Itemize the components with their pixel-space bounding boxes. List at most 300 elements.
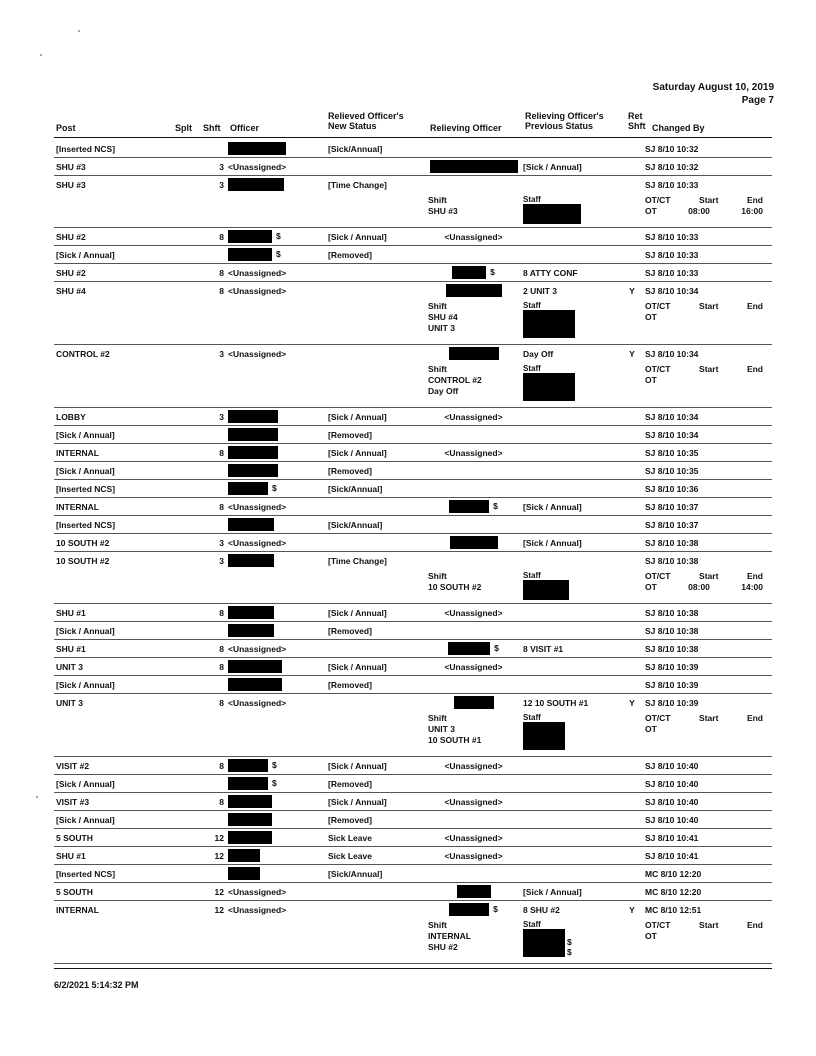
relieving-redacted bbox=[450, 537, 498, 547]
end-label: End bbox=[746, 571, 763, 581]
relieved-status-cell: [Sick/Annual] bbox=[328, 143, 383, 154]
redaction-block bbox=[228, 446, 278, 459]
start-label: Start bbox=[699, 195, 719, 205]
officer-redacted bbox=[228, 778, 277, 788]
end-label: End bbox=[746, 713, 763, 723]
officer-unassigned: <Unassigned> bbox=[228, 537, 287, 548]
shift-detail: INTERNAL bbox=[428, 931, 471, 941]
end-time: 16:00 bbox=[741, 206, 763, 216]
redaction-block bbox=[449, 347, 499, 360]
redaction-block bbox=[228, 795, 272, 808]
relieving-unassigned: <Unassigned> bbox=[444, 607, 503, 618]
ret-shift-cell: Y bbox=[629, 697, 635, 708]
end-time: 14:00 bbox=[741, 582, 763, 592]
redaction-block bbox=[228, 142, 286, 155]
relieved-status-cell: [Sick/Annual] bbox=[328, 868, 383, 879]
officer-redacted bbox=[228, 179, 284, 189]
ot-value: OT bbox=[645, 312, 657, 322]
officer-unassigned: <Unassigned> bbox=[228, 643, 287, 654]
relieved-status-cell: Sick Leave bbox=[328, 850, 372, 861]
post-cell: 10 SOUTH #2 bbox=[56, 537, 110, 548]
changed-by-cell: SJ 8/10 10:33 bbox=[645, 179, 699, 190]
relieving-redacted bbox=[449, 348, 499, 358]
redaction-block bbox=[228, 660, 282, 673]
shift-cell: 12 bbox=[214, 886, 224, 897]
redaction-block bbox=[228, 248, 272, 261]
table-row bbox=[54, 345, 772, 363]
scan-speck bbox=[36, 796, 38, 798]
redaction-block bbox=[228, 606, 274, 619]
changed-by-cell: SJ 8/10 10:40 bbox=[645, 778, 699, 789]
table-row bbox=[54, 793, 772, 811]
post-cell: [Sick / Annual] bbox=[56, 249, 115, 260]
shift-cell: 8 bbox=[219, 796, 224, 807]
relieving-redacted bbox=[449, 904, 498, 914]
changed-by-cell: SJ 8/10 10:37 bbox=[645, 501, 699, 512]
relieved-status-cell: [Sick/Annual] bbox=[328, 483, 383, 494]
shift-cell: 3 bbox=[219, 411, 224, 422]
start-label: Start bbox=[699, 920, 719, 930]
shift-label: Shift bbox=[428, 571, 447, 581]
relieved-status-cell: [Removed] bbox=[328, 249, 372, 260]
shift-cell: 3 bbox=[219, 161, 224, 172]
col-splt: Splt bbox=[175, 123, 192, 133]
end-label: End bbox=[746, 301, 763, 311]
shift-cell: 3 bbox=[219, 555, 224, 566]
page-number: Page 7 bbox=[741, 95, 774, 106]
shift-change-table bbox=[54, 140, 772, 964]
table-row bbox=[54, 622, 772, 640]
redaction-block bbox=[228, 428, 278, 441]
shift-detail: Day Off bbox=[428, 386, 459, 396]
relieving-unassigned: <Unassigned> bbox=[444, 447, 503, 458]
relieved-status-cell: [Sick / Annual] bbox=[328, 231, 387, 242]
shift-detail: 10 SOUTH #2 bbox=[428, 582, 482, 592]
shift-cell: 3 bbox=[219, 348, 224, 359]
table-row bbox=[54, 282, 772, 300]
redaction-block bbox=[228, 464, 278, 477]
post-cell: INTERNAL bbox=[56, 447, 99, 458]
redaction-block bbox=[454, 696, 494, 709]
post-cell: UNIT 3 bbox=[56, 661, 83, 672]
table-row bbox=[54, 811, 772, 829]
end-label: End bbox=[746, 920, 763, 930]
shift-detail: SHU #2 bbox=[428, 942, 458, 952]
ret-shift-cell: Y bbox=[629, 348, 635, 359]
post-cell: INTERNAL bbox=[56, 501, 99, 512]
officer-redacted bbox=[228, 429, 278, 439]
changed-by-cell: SJ 8/10 10:39 bbox=[645, 661, 699, 672]
post-cell: 10 SOUTH #2 bbox=[56, 555, 110, 566]
col-relieving-prev-status: Relieving Officer's Previous Status bbox=[525, 111, 604, 131]
redaction-block bbox=[228, 482, 268, 495]
post-cell: LOBBY bbox=[56, 411, 86, 422]
shift-cell: 8 bbox=[219, 285, 224, 296]
post-cell: SHU #4 bbox=[56, 285, 86, 296]
post-cell: [Sick / Annual] bbox=[56, 778, 115, 789]
shift-cell: 8 bbox=[219, 267, 224, 278]
shift-label: Shift bbox=[428, 301, 447, 311]
relieved-status-cell: [Sick / Annual] bbox=[328, 607, 387, 618]
shift-detail: UNIT 3 bbox=[428, 724, 455, 734]
relieving-redacted bbox=[449, 501, 498, 511]
redaction-block bbox=[448, 642, 490, 655]
col-officer: Officer bbox=[230, 123, 260, 133]
shift-detail: CONTROL #2 bbox=[428, 375, 482, 385]
shift-cell: 8 bbox=[219, 607, 224, 618]
changed-by-cell: SJ 8/10 10:38 bbox=[645, 643, 699, 654]
relieved-status-cell: [Sick / Annual] bbox=[328, 760, 387, 771]
ret-shift-cell: Y bbox=[629, 285, 635, 296]
officer-redacted bbox=[228, 850, 260, 860]
post-cell: SHU #2 bbox=[56, 267, 86, 278]
relieved-status-cell: Sick Leave bbox=[328, 832, 372, 843]
relieved-status-cell: [Sick / Annual] bbox=[328, 411, 387, 422]
prev-status-cell: [Sick / Annual] bbox=[523, 886, 582, 897]
dollar-flag: $ bbox=[272, 777, 277, 788]
officer-redacted bbox=[228, 143, 286, 153]
prev-status-cell: [Sick / Annual] bbox=[523, 501, 582, 512]
relieved-status-cell: [Removed] bbox=[328, 465, 372, 476]
table-row bbox=[54, 176, 772, 194]
redaction-block bbox=[228, 178, 284, 191]
redaction-block bbox=[523, 929, 565, 957]
table-row bbox=[54, 676, 772, 694]
changed-by-cell: SJ 8/10 10:34 bbox=[645, 348, 699, 359]
detail-row bbox=[54, 569, 772, 604]
relieved-status-cell: [Sick / Annual] bbox=[328, 661, 387, 672]
relieved-status-cell: [Removed] bbox=[328, 625, 372, 636]
detail-row bbox=[54, 711, 772, 757]
officer-redacted bbox=[228, 796, 272, 806]
officer-redacted bbox=[228, 465, 278, 475]
prev-status-cell: 8 SHU #2 bbox=[523, 904, 560, 915]
col-relieved-status: Relieved Officer's New Status bbox=[328, 111, 404, 131]
table-row bbox=[54, 757, 772, 775]
table-row bbox=[54, 264, 772, 282]
post-cell: VISIT #2 bbox=[56, 760, 90, 771]
table-row bbox=[54, 158, 772, 176]
prev-status-cell: 8 ATTY CONF bbox=[523, 267, 578, 278]
post-cell: 5 SOUTH bbox=[56, 832, 93, 843]
changed-by-cell: SJ 8/10 10:39 bbox=[645, 697, 699, 708]
redaction-block bbox=[452, 266, 486, 279]
ot-value: OT bbox=[645, 931, 657, 941]
shift-label: Shift bbox=[428, 364, 447, 374]
redaction-block bbox=[228, 849, 260, 862]
relieved-status-cell: [Removed] bbox=[328, 679, 372, 690]
prev-status-cell: 8 VISIT #1 bbox=[523, 643, 564, 654]
officer-redacted bbox=[228, 447, 278, 457]
officer-unassigned: <Unassigned> bbox=[228, 904, 287, 915]
relieved-status-cell: [Removed] bbox=[328, 429, 372, 440]
relieving-unassigned: <Unassigned> bbox=[444, 850, 503, 861]
start-label: Start bbox=[699, 364, 719, 374]
otct-label: OT/CT bbox=[645, 571, 671, 581]
otct-label: OT/CT bbox=[645, 713, 671, 723]
table-row bbox=[54, 901, 772, 919]
changed-by-cell: SJ 8/10 10:39 bbox=[645, 679, 699, 690]
report-date: Saturday August 10, 2019 bbox=[652, 82, 774, 93]
table-row bbox=[54, 480, 772, 498]
start-label: Start bbox=[699, 713, 719, 723]
staff-flags bbox=[567, 937, 572, 957]
post-cell: UNIT 3 bbox=[56, 697, 83, 708]
dollar-flag: $ bbox=[272, 759, 277, 770]
table-row bbox=[54, 694, 772, 712]
changed-by-cell: SJ 8/10 10:40 bbox=[645, 814, 699, 825]
shift-detail: SHU #4 bbox=[428, 312, 458, 322]
redaction-block bbox=[446, 284, 502, 297]
officer-redacted bbox=[228, 249, 281, 259]
changed-by-cell: SJ 8/10 10:33 bbox=[645, 231, 699, 242]
ret-shift-cell: Y bbox=[629, 904, 635, 915]
post-cell: CONTROL #2 bbox=[56, 348, 110, 359]
staff-label: Staff bbox=[523, 364, 541, 373]
dollar-flag: $ bbox=[493, 903, 498, 914]
table-row bbox=[54, 408, 772, 426]
officer-redacted bbox=[228, 231, 281, 241]
start-time: 08:00 bbox=[688, 206, 710, 216]
changed-by-cell: SJ 8/10 10:34 bbox=[645, 285, 699, 296]
redaction-block bbox=[449, 903, 489, 916]
changed-by-cell: MC 8/10 12:51 bbox=[645, 904, 702, 915]
otct-label: OT/CT bbox=[645, 301, 671, 311]
changed-by-cell: MC 8/10 12:20 bbox=[645, 886, 702, 897]
staff-label: Staff bbox=[523, 571, 541, 580]
changed-by-cell: SJ 8/10 10:35 bbox=[645, 447, 699, 458]
ot-value: OT bbox=[645, 206, 657, 216]
relieved-status-cell: [Time Change] bbox=[328, 555, 387, 566]
prev-status-cell: [Sick / Annual] bbox=[523, 537, 582, 548]
redaction-block bbox=[228, 554, 274, 567]
post-cell: SHU #1 bbox=[56, 643, 86, 654]
dollar-flag: $ bbox=[276, 230, 281, 241]
col-shft: Shft bbox=[203, 123, 221, 133]
post-cell: [Inserted NCS] bbox=[56, 868, 116, 879]
redaction-block bbox=[228, 518, 274, 531]
shift-detail: UNIT 3 bbox=[428, 323, 455, 333]
overtime-block bbox=[645, 571, 770, 593]
post-cell: SHU #1 bbox=[56, 850, 86, 861]
relieving-unassigned: <Unassigned> bbox=[444, 832, 503, 843]
table-row bbox=[54, 228, 772, 246]
staff-block bbox=[523, 364, 619, 401]
shift-cell: 8 bbox=[219, 231, 224, 242]
post-cell: SHU #3 bbox=[56, 161, 86, 172]
shift-cell: 12 bbox=[214, 832, 224, 843]
table-row bbox=[54, 246, 772, 264]
officer-redacted bbox=[228, 814, 272, 824]
otct-label: OT/CT bbox=[645, 195, 671, 205]
redaction-block bbox=[228, 624, 274, 637]
table-row bbox=[54, 462, 772, 480]
redaction-block bbox=[449, 500, 489, 513]
shift-cell: 8 bbox=[219, 501, 224, 512]
table-row bbox=[54, 847, 772, 865]
shift-cell: 8 bbox=[219, 760, 224, 771]
officer-unassigned: <Unassigned> bbox=[228, 886, 287, 897]
post-cell: [Sick / Annual] bbox=[56, 429, 115, 440]
staff-label: Staff bbox=[523, 301, 541, 310]
shift-label: Shift bbox=[428, 713, 447, 723]
shift-label: Shift bbox=[428, 195, 447, 205]
table-row bbox=[54, 552, 772, 570]
start-label: Start bbox=[699, 301, 719, 311]
officer-unassigned: <Unassigned> bbox=[228, 348, 287, 359]
changed-by-cell: SJ 8/10 10:38 bbox=[645, 625, 699, 636]
relieving-redacted bbox=[430, 161, 518, 171]
table-row bbox=[54, 640, 772, 658]
table-row bbox=[54, 775, 772, 793]
relieved-status-cell: [Time Change] bbox=[328, 179, 387, 190]
table-row bbox=[54, 604, 772, 622]
table-row bbox=[54, 498, 772, 516]
table-row bbox=[54, 516, 772, 534]
relieving-redacted bbox=[454, 697, 494, 707]
detail-row bbox=[54, 918, 772, 964]
officer-redacted bbox=[228, 483, 277, 493]
changed-by-cell: SJ 8/10 10:41 bbox=[645, 850, 699, 861]
overtime-block bbox=[645, 364, 770, 386]
detail-row bbox=[54, 193, 772, 228]
post-cell: SHU #1 bbox=[56, 607, 86, 618]
staff-label: Staff bbox=[523, 195, 541, 204]
table-row bbox=[54, 658, 772, 676]
overtime-block bbox=[645, 920, 770, 942]
shift-detail: SHU #3 bbox=[428, 206, 458, 216]
scan-speck bbox=[78, 30, 80, 32]
dollar-flag: $ bbox=[567, 947, 572, 957]
shift-cell: 3 bbox=[219, 179, 224, 190]
table-row bbox=[54, 426, 772, 444]
relieved-status-cell: [Removed] bbox=[328, 778, 372, 789]
shift-label: Shift bbox=[428, 920, 447, 930]
relieving-unassigned: <Unassigned> bbox=[444, 796, 503, 807]
col-ret-shft: Ret Shft bbox=[628, 111, 646, 131]
table-row bbox=[54, 829, 772, 847]
redaction-block bbox=[523, 722, 565, 750]
detail-row bbox=[54, 362, 772, 408]
redaction-block bbox=[228, 230, 272, 243]
prev-status-cell: Day Off bbox=[523, 348, 554, 359]
changed-by-cell: SJ 8/10 10:40 bbox=[645, 796, 699, 807]
officer-unassigned: <Unassigned> bbox=[228, 697, 287, 708]
officer-redacted bbox=[228, 519, 274, 529]
relieving-unassigned: <Unassigned> bbox=[444, 661, 503, 672]
officer-redacted bbox=[228, 411, 278, 421]
ot-value: OT bbox=[645, 582, 657, 592]
officer-unassigned: <Unassigned> bbox=[228, 267, 287, 278]
footer-rule bbox=[54, 968, 772, 969]
relieving-unassigned: <Unassigned> bbox=[444, 760, 503, 771]
redaction-block bbox=[450, 536, 498, 549]
relieved-status-cell: [Sick/Annual] bbox=[328, 519, 383, 530]
detail-row bbox=[54, 299, 772, 345]
print-timestamp: 6/2/2021 5:14:32 PM bbox=[54, 980, 139, 990]
prev-status-cell: 2 UNIT 3 bbox=[523, 285, 558, 296]
shift-cell: 8 bbox=[219, 697, 224, 708]
dollar-flag: $ bbox=[493, 500, 498, 511]
relieving-unassigned: <Unassigned> bbox=[444, 411, 503, 422]
prev-status-cell: [Sick / Annual] bbox=[523, 161, 582, 172]
post-cell: [Inserted NCS] bbox=[56, 143, 116, 154]
table-row bbox=[54, 534, 772, 552]
post-cell: [Sick / Annual] bbox=[56, 814, 115, 825]
post-cell: [Inserted NCS] bbox=[56, 519, 116, 530]
redaction-block bbox=[228, 831, 272, 844]
table-row bbox=[54, 883, 772, 901]
officer-redacted bbox=[228, 555, 274, 565]
staff-block bbox=[523, 713, 619, 750]
redaction-block bbox=[523, 580, 569, 600]
col-relieving-officer: Relieving Officer bbox=[430, 123, 502, 133]
end-label: End bbox=[746, 195, 763, 205]
changed-by-cell: SJ 8/10 10:33 bbox=[645, 249, 699, 260]
start-label: Start bbox=[699, 571, 719, 581]
changed-by-cell: SJ 8/10 10:34 bbox=[645, 411, 699, 422]
relieving-redacted bbox=[452, 267, 495, 277]
overtime-block bbox=[645, 301, 770, 323]
officer-redacted bbox=[228, 760, 277, 770]
officer-redacted bbox=[228, 679, 282, 689]
changed-by-cell: SJ 8/10 10:37 bbox=[645, 519, 699, 530]
redaction-block bbox=[228, 410, 278, 423]
post-cell: SHU #3 bbox=[56, 179, 86, 190]
post-cell: SHU #2 bbox=[56, 231, 86, 242]
post-cell: [Sick / Annual] bbox=[56, 625, 115, 636]
changed-by-cell: SJ 8/10 10:41 bbox=[645, 832, 699, 843]
relieving-redacted bbox=[448, 643, 499, 653]
staff-block bbox=[523, 195, 619, 224]
otct-label: OT/CT bbox=[645, 364, 671, 374]
dollar-flag: $ bbox=[272, 482, 277, 493]
officer-unassigned: <Unassigned> bbox=[228, 161, 287, 172]
col-post: Post bbox=[56, 123, 76, 133]
shift-cell: 12 bbox=[214, 904, 224, 915]
start-time: 08:00 bbox=[688, 582, 710, 592]
changed-by-cell: SJ 8/10 10:40 bbox=[645, 760, 699, 771]
shift-cell: 8 bbox=[219, 447, 224, 458]
staff-block bbox=[523, 571, 619, 600]
changed-by-cell: SJ 8/10 10:34 bbox=[645, 429, 699, 440]
officer-redacted bbox=[228, 832, 272, 842]
relieving-redacted bbox=[457, 886, 491, 896]
redaction-block bbox=[430, 160, 518, 173]
table-row bbox=[54, 444, 772, 462]
shift-detail: 10 SOUTH #1 bbox=[428, 735, 482, 745]
changed-by-cell: SJ 8/10 10:36 bbox=[645, 483, 699, 494]
overtime-block bbox=[645, 713, 770, 735]
changed-by-cell: SJ 8/10 10:32 bbox=[645, 161, 699, 172]
redaction-block bbox=[457, 885, 491, 898]
relieved-status-cell: [Sick / Annual] bbox=[328, 447, 387, 458]
staff-label: Staff bbox=[523, 920, 541, 929]
prev-status-cell: 12 10 SOUTH #1 bbox=[523, 697, 589, 708]
officer-redacted bbox=[228, 607, 274, 617]
relieving-redacted bbox=[446, 285, 502, 295]
changed-by-cell: SJ 8/10 10:38 bbox=[645, 555, 699, 566]
col-changed-by: Changed By bbox=[652, 123, 705, 133]
relieving-unassigned: <Unassigned> bbox=[444, 231, 503, 242]
changed-by-cell: SJ 8/10 10:38 bbox=[645, 607, 699, 618]
redaction-block bbox=[523, 373, 575, 401]
redaction-block bbox=[523, 204, 581, 224]
changed-by-cell: SJ 8/10 10:35 bbox=[645, 465, 699, 476]
header-rule bbox=[54, 137, 772, 138]
post-cell: [Inserted NCS] bbox=[56, 483, 116, 494]
ot-value: OT bbox=[645, 375, 657, 385]
